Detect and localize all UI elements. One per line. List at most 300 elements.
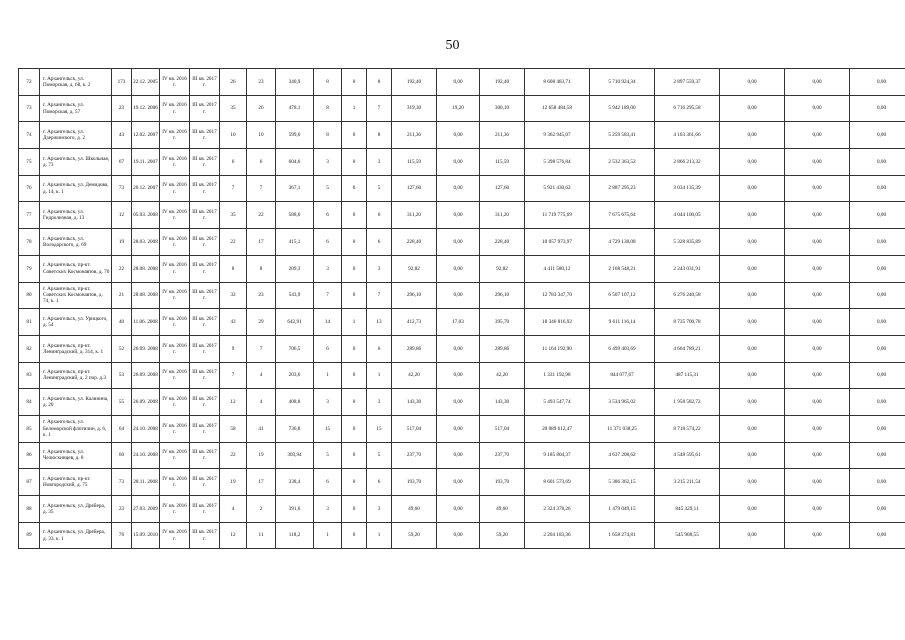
area-total-cell: 706,5	[276, 335, 314, 362]
premises-total-cell: 14	[314, 309, 342, 336]
premises-municipal-cell: 7	[367, 282, 392, 309]
area-total-cell: 478,1	[276, 95, 314, 122]
row-number-cell: 87	[19, 469, 40, 496]
planned-start-cell: IV кв. 2016 г.	[160, 496, 190, 523]
premises-private-cell: 0	[342, 415, 367, 442]
premises-total-cell: 1	[314, 522, 342, 549]
cost-fund-cell: 1 479 049,15	[590, 496, 655, 523]
address-cell: г. Архангельск, пр-кт. Советских Космонавтов, д. 70	[40, 255, 112, 282]
address-cell: г. Архангельск, ул. Поморская, д. 68, к. 2	[40, 69, 112, 96]
row-number-cell: 77	[19, 202, 40, 229]
premises-area-total-cell: 115,59	[392, 149, 437, 176]
cost-other-cell: 0,00	[850, 469, 905, 496]
residents-resettled-cell: 2	[247, 496, 276, 523]
residents-total-cell: 7	[220, 175, 247, 202]
cost-local-cell: 0,00	[720, 309, 785, 336]
premises-municipal-cell: 6	[367, 229, 392, 256]
document-number-cell: 12	[112, 202, 132, 229]
address-cell: г. Архангельск, ул. Челюскинцев, д. 8	[40, 442, 112, 469]
cost-local-cell: 0,00	[720, 255, 785, 282]
area-total-cell: 588,6	[276, 202, 314, 229]
cost-local-cell: 0,00	[720, 229, 785, 256]
cost-fund-cell: 6 507 107,12	[590, 282, 655, 309]
table-row	[19, 202, 905, 229]
table-row	[19, 282, 905, 309]
planned-end-cell: III кв. 2017 г.	[190, 282, 220, 309]
cost-other-cell: 0,00	[850, 496, 905, 523]
premises-private-cell: 0	[342, 442, 367, 469]
residents-total-cell: 43	[220, 309, 247, 336]
table-row	[19, 229, 905, 256]
document-number-cell: 60	[112, 442, 132, 469]
premises-total-cell: 3	[314, 149, 342, 176]
premises-total-cell: 8	[314, 122, 342, 149]
cost-extra-cell: 0,00	[785, 202, 850, 229]
premises-municipal-cell: 6	[367, 335, 392, 362]
premises-total-cell: 6	[314, 202, 342, 229]
cost-local-cell: 0,00	[720, 69, 785, 96]
residents-resettled-cell: 29	[247, 309, 276, 336]
row-number-cell: 82	[19, 335, 40, 362]
premises-area-private-cell: 0,00	[437, 149, 480, 176]
residents-total-cell: 7	[220, 362, 247, 389]
document-date-cell: 26.09. 2008	[132, 335, 160, 362]
cost-extra-cell: 0,00	[785, 122, 850, 149]
premises-total-cell: 3	[314, 255, 342, 282]
premises-municipal-cell: 3	[367, 389, 392, 416]
premises-area-private-cell: 0,00	[437, 496, 480, 523]
address-cell: г. Архангельск, ул. Демидова, д. 14, к. 1	[40, 175, 112, 202]
address-cell: г. Архангельск, ул. Школьная, д. 73	[40, 149, 112, 176]
table-row	[19, 149, 905, 176]
cost-regional-cell: 5 328 835,89	[655, 229, 720, 256]
address-cell: г. Архангельск, ул. Дрейера, д. 33, к. 1	[40, 522, 112, 549]
residents-resettled-cell: 4	[247, 362, 276, 389]
planned-end-cell: III кв. 2017 г.	[190, 229, 220, 256]
document-number-cell: 73	[112, 469, 132, 496]
document-date-cell: 28.11. 2008	[132, 469, 160, 496]
area-total-cell: 338,4	[276, 469, 314, 496]
premises-area-private-cell: 0,00	[437, 522, 480, 549]
residents-resettled-cell: 7	[247, 335, 276, 362]
premises-area-total-cell: 127,60	[392, 175, 437, 202]
cost-extra-cell: 0,00	[785, 496, 850, 523]
cost-fund-cell: 2 168 548,21	[590, 255, 655, 282]
document-number-cell: 55	[112, 389, 132, 416]
premises-area-private-cell: 0,00	[437, 122, 480, 149]
cost-other-cell: 0,00	[850, 362, 905, 389]
premises-area-municipal-cell: 92,82	[480, 255, 525, 282]
residents-total-cell: 32	[220, 282, 247, 309]
cost-regional-cell: 487 115,31	[655, 362, 720, 389]
premises-area-municipal-cell: 42,20	[480, 362, 525, 389]
table-row	[19, 95, 905, 122]
document-number-cell: 23	[112, 95, 132, 122]
premises-area-private-cell: 0,00	[437, 469, 480, 496]
planned-start-cell: IV кв. 2016 г.	[160, 282, 190, 309]
cost-regional-cell: 2 866 213,32	[655, 149, 720, 176]
premises-area-municipal-cell: 143,30	[480, 389, 525, 416]
address-cell: г. Архангельск, ул. Володарского, д. 69	[40, 229, 112, 256]
residents-total-cell: 12	[220, 522, 247, 549]
premises-total-cell: 5	[314, 175, 342, 202]
premises-area-private-cell: 0,00	[437, 229, 480, 256]
residents-total-cell: 10	[220, 122, 247, 149]
document-date-cell: 28.03. 2008	[132, 229, 160, 256]
premises-area-total-cell: 192,40	[392, 69, 437, 96]
residents-resettled-cell: 17	[247, 229, 276, 256]
cost-total-cell: 10 057 973,97	[525, 229, 590, 256]
premises-area-private-cell: 17,03	[437, 309, 480, 336]
residents-total-cell: 35	[220, 202, 247, 229]
premises-area-municipal-cell: 193,70	[480, 469, 525, 496]
premises-municipal-cell: 3	[367, 255, 392, 282]
residents-resettled-cell: 8	[247, 255, 276, 282]
table-row	[19, 389, 905, 416]
residents-resettled-cell: 17	[247, 469, 276, 496]
cost-extra-cell: 0,00	[785, 95, 850, 122]
document-date-cell: 28.08. 2008	[132, 255, 160, 282]
cost-other-cell: 0,00	[850, 415, 905, 442]
cost-extra-cell: 0,00	[785, 442, 850, 469]
cost-fund-cell: 11 371 038,25	[590, 415, 655, 442]
premises-total-cell: 1	[314, 362, 342, 389]
row-number-cell: 89	[19, 522, 40, 549]
table-row	[19, 335, 905, 362]
premises-area-private-cell: 0,00	[437, 335, 480, 362]
residents-resettled-cell: 10	[247, 122, 276, 149]
premises-area-municipal-cell: 311,20	[480, 202, 525, 229]
premises-total-cell: 7	[314, 282, 342, 309]
area-total-cell: 543,9	[276, 282, 314, 309]
row-number-cell: 85	[19, 415, 40, 442]
planned-end-cell: III кв. 2017 г.	[190, 202, 220, 229]
document-date-cell: 22.12. 2005	[132, 69, 160, 96]
premises-municipal-cell: 8	[367, 69, 392, 96]
planned-end-cell: III кв. 2017 г.	[190, 122, 220, 149]
residents-total-cell: 26	[220, 69, 247, 96]
cost-extra-cell: 0,00	[785, 415, 850, 442]
document-date-cell: 27.03. 2009	[132, 496, 160, 523]
address-cell: г. Архангельск, пр-кт. Ленинградский, д. 314, к. 1	[40, 335, 112, 362]
cost-total-cell: 5 493 547,74	[525, 389, 590, 416]
area-total-cell: 209,3	[276, 255, 314, 282]
row-number-cell: 78	[19, 229, 40, 256]
premises-total-cell: 6	[314, 469, 342, 496]
premises-private-cell: 1	[342, 309, 367, 336]
cost-local-cell: 0,00	[720, 335, 785, 362]
residents-resettled-cell: 26	[247, 95, 276, 122]
residents-total-cell: 4	[220, 496, 247, 523]
premises-area-municipal-cell: 211,36	[480, 122, 525, 149]
premises-municipal-cell: 8	[367, 122, 392, 149]
planned-end-cell: III кв. 2017 г.	[190, 522, 220, 549]
cost-fund-cell: 1 658 274,81	[590, 522, 655, 549]
premises-area-private-cell: 19,20	[437, 95, 480, 122]
premises-private-cell: 0	[342, 335, 367, 362]
premises-area-municipal-cell: 192,40	[480, 69, 525, 96]
premises-private-cell: 0	[342, 149, 367, 176]
premises-area-municipal-cell: 395,70	[480, 309, 525, 336]
cost-local-cell: 0,00	[720, 415, 785, 442]
premises-area-municipal-cell: 115,59	[480, 149, 525, 176]
area-total-cell: 203,6	[276, 362, 314, 389]
cost-other-cell: 0,00	[850, 229, 905, 256]
premises-private-cell: 0	[342, 255, 367, 282]
cost-regional-cell: 8 735 700,78	[655, 309, 720, 336]
document-number-cell: 40	[112, 309, 132, 336]
premises-private-cell: 0	[342, 202, 367, 229]
cost-total-cell: 11 164 192,90	[525, 335, 590, 362]
cost-extra-cell: 0,00	[785, 335, 850, 362]
cost-extra-cell: 0,00	[785, 362, 850, 389]
premises-municipal-cell: 1	[367, 522, 392, 549]
cost-extra-cell: 0,00	[785, 229, 850, 256]
cost-regional-cell: 4 044 100,05	[655, 202, 720, 229]
cost-regional-cell: 6 276 240,58	[655, 282, 720, 309]
premises-area-total-cell: 42,20	[392, 362, 437, 389]
document-date-cell: 24.10. 2008	[132, 415, 160, 442]
cost-regional-cell: 845 329,11	[655, 496, 720, 523]
premises-private-cell: 0	[342, 229, 367, 256]
planned-start-cell: IV кв. 2016 г.	[160, 202, 190, 229]
cost-extra-cell: 0,00	[785, 282, 850, 309]
planned-start-cell: IV кв. 2016 г.	[160, 175, 190, 202]
page-number: 50	[445, 38, 460, 53]
premises-area-total-cell: 59,20	[392, 522, 437, 549]
premises-private-cell: 0	[342, 69, 367, 96]
planned-start-cell: IV кв. 2016 г.	[160, 469, 190, 496]
premises-area-municipal-cell: 517,04	[480, 415, 525, 442]
premises-area-total-cell: 211,36	[392, 122, 437, 149]
premises-area-total-cell: 143,30	[392, 389, 437, 416]
premises-area-total-cell: 296,10	[392, 282, 437, 309]
residents-resettled-cell: 7	[247, 175, 276, 202]
document-number-cell: 22	[112, 255, 132, 282]
document-number-cell: 173	[112, 69, 132, 96]
residents-resettled-cell: 41	[247, 415, 276, 442]
resettlement-table	[18, 68, 905, 549]
premises-area-total-cell: 92,82	[392, 255, 437, 282]
residents-total-cell: 12	[220, 389, 247, 416]
cost-other-cell: 0,00	[850, 202, 905, 229]
cost-other-cell: 0,00	[850, 282, 905, 309]
cost-local-cell: 0,00	[720, 522, 785, 549]
premises-area-municipal-cell: 237,70	[480, 442, 525, 469]
premises-municipal-cell: 6	[367, 202, 392, 229]
cost-total-cell: 8 601 573,69	[525, 469, 590, 496]
planned-start-cell: IV кв. 2016 г.	[160, 389, 190, 416]
area-total-cell: 118,2	[276, 522, 314, 549]
planned-start-cell: IV кв. 2016 г.	[160, 522, 190, 549]
cost-total-cell: 20 089 612,47	[525, 415, 590, 442]
premises-area-private-cell: 0,00	[437, 202, 480, 229]
document-number-cell: 64	[112, 415, 132, 442]
premises-private-cell: 0	[342, 469, 367, 496]
premises-private-cell: 0	[342, 496, 367, 523]
premises-municipal-cell: 6	[367, 469, 392, 496]
area-total-cell: 391,6	[276, 496, 314, 523]
cost-total-cell: 18 346 816,92	[525, 309, 590, 336]
table-row	[19, 469, 905, 496]
cost-other-cell: 0,00	[850, 122, 905, 149]
premises-area-municipal-cell: 49,60	[480, 496, 525, 523]
document-date-cell: 15.09. 2010	[132, 522, 160, 549]
cost-other-cell: 0,00	[850, 175, 905, 202]
premises-area-municipal-cell: 228,40	[480, 229, 525, 256]
premises-area-total-cell: 228,40	[392, 229, 437, 256]
document-date-cell: 19.11. 2007	[132, 149, 160, 176]
planned-start-cell: IV кв. 2016 г.	[160, 309, 190, 336]
cost-local-cell: 0,00	[720, 282, 785, 309]
residents-total-cell: 58	[220, 415, 247, 442]
premises-municipal-cell: 3	[367, 149, 392, 176]
cost-regional-cell: 3 034 135,39	[655, 175, 720, 202]
cost-total-cell: 4 411 580,12	[525, 255, 590, 282]
cost-total-cell: 11 719 775,69	[525, 202, 590, 229]
premises-municipal-cell: 1	[367, 362, 392, 389]
residents-resettled-cell: 22	[247, 202, 276, 229]
area-total-cell: 642,91	[276, 309, 314, 336]
document-date-cell: 12.02. 2007	[132, 122, 160, 149]
premises-area-total-cell: 412,73	[392, 309, 437, 336]
cost-fund-cell: 5 259 583,41	[590, 122, 655, 149]
planned-start-cell: IV кв. 2016 г.	[160, 122, 190, 149]
cost-regional-cell: 3 215 211,54	[655, 469, 720, 496]
premises-area-private-cell: 0,00	[437, 69, 480, 96]
row-number-cell: 74	[19, 122, 40, 149]
planned-end-cell: III кв. 2017 г.	[190, 442, 220, 469]
residents-resettled-cell: 6	[247, 149, 276, 176]
document-number-cell: 23	[112, 496, 132, 523]
residents-total-cell: 22	[220, 229, 247, 256]
planned-start-cell: IV кв. 2016 г.	[160, 255, 190, 282]
cost-local-cell: 0,00	[720, 175, 785, 202]
cost-other-cell: 0,00	[850, 149, 905, 176]
premises-total-cell: 6	[314, 335, 342, 362]
premises-area-private-cell: 0,00	[437, 389, 480, 416]
cost-regional-cell: 545 908,55	[655, 522, 720, 549]
document-date-cell: 20.12. 2007	[132, 175, 160, 202]
row-number-cell: 72	[19, 69, 40, 96]
cost-fund-cell: 3 534 965,02	[590, 389, 655, 416]
planned-end-cell: III кв. 2017 г.	[190, 149, 220, 176]
cost-total-cell: 12 783 347,70	[525, 282, 590, 309]
table-row	[19, 255, 905, 282]
cost-regional-cell: 6 716 295,58	[655, 95, 720, 122]
planned-end-cell: III кв. 2017 г.	[190, 95, 220, 122]
address-cell: г. Архангельск, пр-кт. Новгородский, д. 75	[40, 469, 112, 496]
row-number-cell: 84	[19, 389, 40, 416]
premises-area-total-cell: 319,30	[392, 95, 437, 122]
cost-regional-cell: 2 897 559,37	[655, 69, 720, 96]
planned-end-cell: III кв. 2017 г.	[190, 69, 220, 96]
premises-area-private-cell: 0,00	[437, 442, 480, 469]
cost-total-cell: 5 398 576,84	[525, 149, 590, 176]
cost-other-cell: 0,00	[850, 442, 905, 469]
row-number-cell: 83	[19, 362, 40, 389]
premises-area-total-cell: 237,70	[392, 442, 437, 469]
cost-regional-cell: 1 958 582,72	[655, 389, 720, 416]
address-cell: г. Архангельск, ул. Калинина, д. 20	[40, 389, 112, 416]
planned-end-cell: III кв. 2017 г.	[190, 175, 220, 202]
area-total-cell: 736,8	[276, 415, 314, 442]
document-number-cell: 76	[112, 522, 132, 549]
document-date-cell: 24.10. 2008	[132, 442, 160, 469]
cost-extra-cell: 0,00	[785, 389, 850, 416]
residents-total-cell: 9	[220, 335, 247, 362]
cost-other-cell: 0,00	[850, 389, 905, 416]
premises-private-cell: 0	[342, 522, 367, 549]
residents-resettled-cell: 4	[247, 389, 276, 416]
address-cell: г. Архангельск, ул. Дзержинского, д. 2	[40, 122, 112, 149]
cost-local-cell: 0,00	[720, 149, 785, 176]
premises-area-total-cell: 311,20	[392, 202, 437, 229]
document-date-cell: 26.09. 2008	[132, 389, 160, 416]
cost-fund-cell: 5 710 924,34	[590, 69, 655, 96]
table-row	[19, 496, 905, 523]
table-row	[19, 309, 905, 336]
cost-fund-cell: 4 729 138,08	[590, 229, 655, 256]
premises-area-total-cell: 193,70	[392, 469, 437, 496]
premises-municipal-cell: 5	[367, 175, 392, 202]
premises-municipal-cell: 13	[367, 309, 392, 336]
planned-end-cell: III кв. 2017 г.	[190, 362, 220, 389]
area-total-cell: 408,8	[276, 389, 314, 416]
premises-total-cell: 3	[314, 389, 342, 416]
document-date-cell: 11.06. 2008	[132, 309, 160, 336]
premises-area-total-cell: 49,60	[392, 496, 437, 523]
planned-end-cell: III кв. 2017 г.	[190, 255, 220, 282]
area-total-cell: 340,9	[276, 69, 314, 96]
premises-private-cell: 0	[342, 122, 367, 149]
premises-area-private-cell: 0,00	[437, 362, 480, 389]
planned-start-cell: IV кв. 2016 г.	[160, 415, 190, 442]
planned-end-cell: III кв. 2017 г.	[190, 389, 220, 416]
premises-private-cell: 0	[342, 175, 367, 202]
cost-total-cell: 2 204 183,36	[525, 522, 590, 549]
residents-total-cell: 22	[220, 442, 247, 469]
cost-local-cell: 0,00	[720, 122, 785, 149]
premises-total-cell: 5	[314, 442, 342, 469]
residents-total-cell: 19	[220, 469, 247, 496]
document-number-cell: 67	[112, 149, 132, 176]
premises-municipal-cell: 3	[367, 496, 392, 523]
address-cell: г. Архангельск, ул. Поморская, д. 57	[40, 95, 112, 122]
cost-local-cell: 0,00	[720, 389, 785, 416]
cost-fund-cell: 9 611 116,14	[590, 309, 655, 336]
premises-area-municipal-cell: 300,10	[480, 95, 525, 122]
planned-end-cell: III кв. 2017 г.	[190, 415, 220, 442]
cost-total-cell: 9 362 945,07	[525, 122, 590, 149]
document-number-cell: 73	[112, 175, 132, 202]
cost-regional-cell: 4 664 789,21	[655, 335, 720, 362]
premises-municipal-cell: 7	[367, 95, 392, 122]
cost-regional-cell: 4 103 361,66	[655, 122, 720, 149]
row-number-cell: 81	[19, 309, 40, 336]
cost-fund-cell: 2 532 363,52	[590, 149, 655, 176]
residents-total-cell: 35	[220, 95, 247, 122]
planned-end-cell: III кв. 2017 г.	[190, 309, 220, 336]
premises-area-total-cell: 289,86	[392, 335, 437, 362]
area-total-cell: 303,94	[276, 442, 314, 469]
planned-start-cell: IV кв. 2016 г.	[160, 362, 190, 389]
cost-fund-cell: 6 499 403,69	[590, 335, 655, 362]
area-total-cell: 599,6	[276, 122, 314, 149]
premises-area-private-cell: 0,00	[437, 175, 480, 202]
cost-regional-cell: 8 718 574,22	[655, 415, 720, 442]
document-number-cell: 43	[112, 122, 132, 149]
